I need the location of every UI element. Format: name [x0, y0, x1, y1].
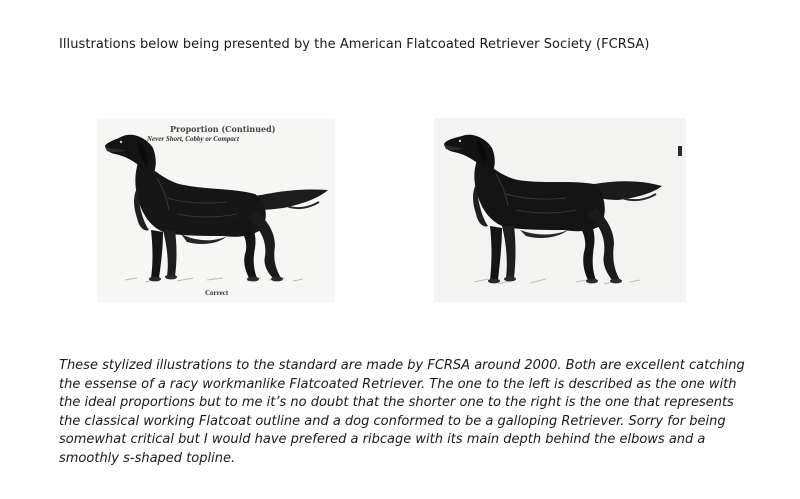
- right-dog-illustration: [434, 118, 686, 302]
- page-heading: Illustrations below being presented by the American Flatcoated Retriever Society (FCRSA): [59, 37, 650, 52]
- illustration-caption-subtitle: Never Short, Cobby or Compact: [147, 135, 239, 143]
- illustration-caption-title: Proportion (Continued): [170, 124, 276, 134]
- flatcoat-retriever-drawing: [97, 118, 335, 302]
- flatcoat-retriever-drawing: [434, 118, 686, 302]
- left-dog-illustration: [97, 118, 335, 302]
- illustration-caption-label: Correct: [205, 289, 229, 297]
- description-paragraph: These stylized illustrations to the standard are made by FCRSA around 2000. Both are excellent catching the essense of a racy workmanlike Flatcoated Retriever. The one to the left is described as the one with the ideal proportions but to me it’s no doubt that the shorter one to the right is the one that represents the classical working Flatcoat outline and a dog conformed to be a galloping Retriever. Sorry for being somewhat critical but I would have prefered a ribcage with its main depth behind the elbows and a smoothly s-shaped topline.: [59, 358, 745, 466]
